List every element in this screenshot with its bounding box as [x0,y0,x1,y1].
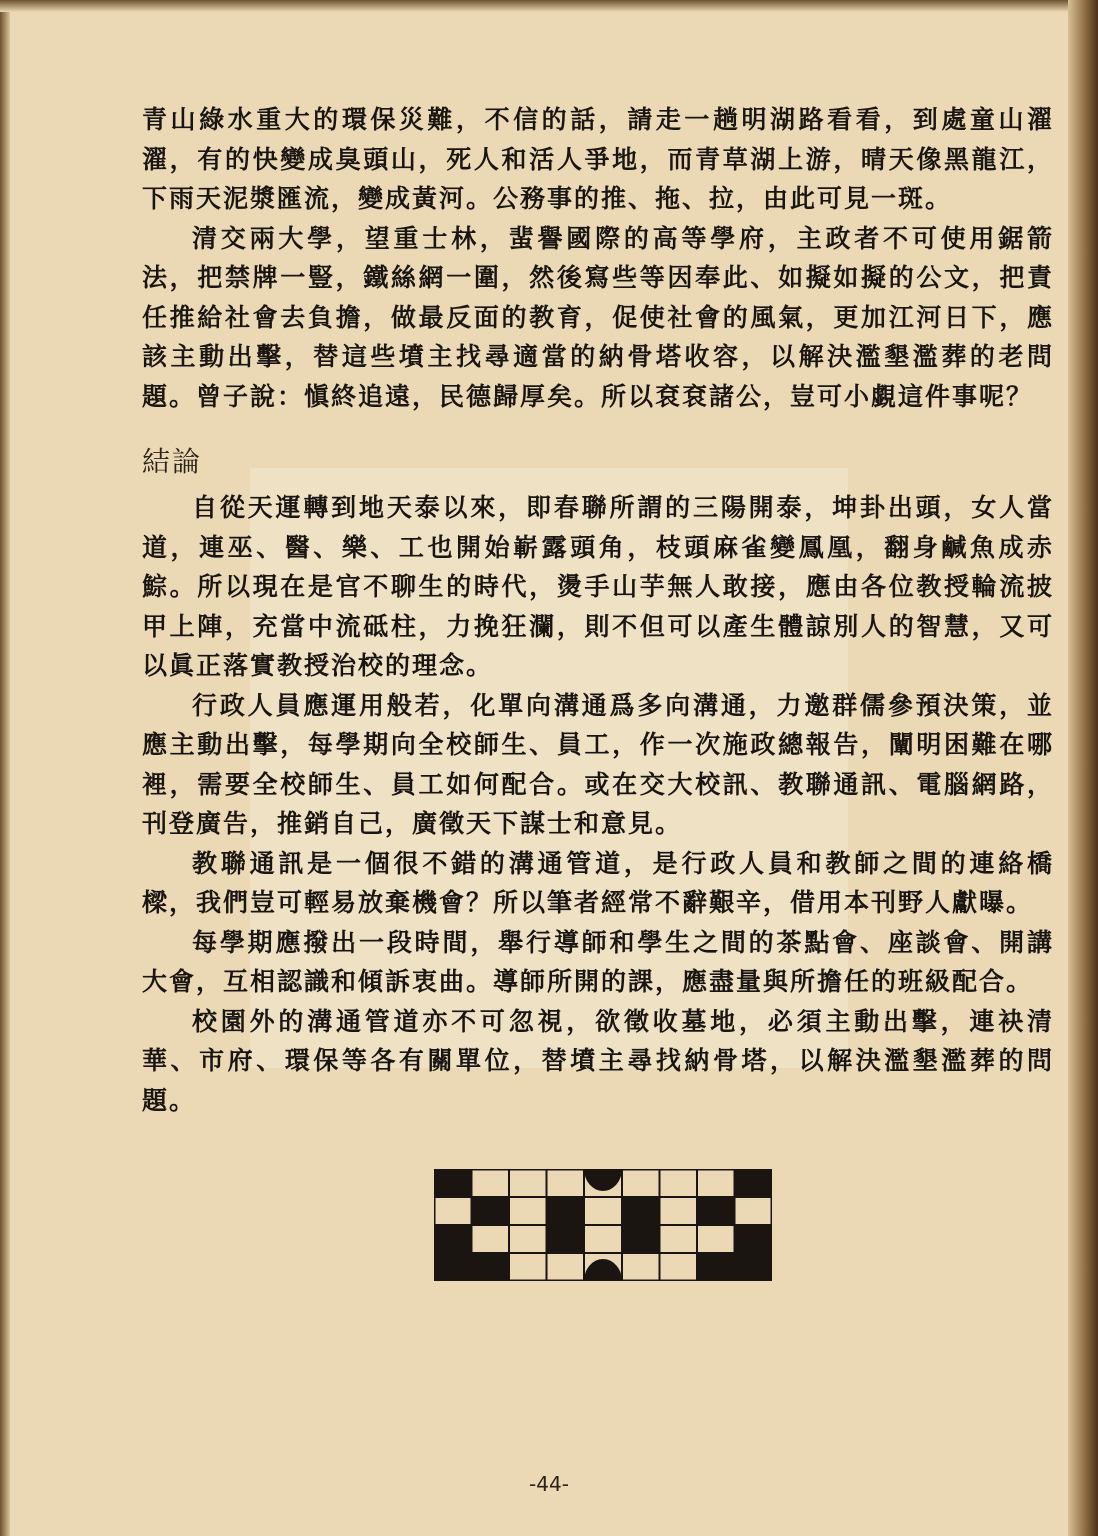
body-section-2 [142,488,1054,1120]
paragraph: 自從天運轉到地天泰以來，即春聯所謂的三陽開泰，坤卦出頭，女人當道，連巫、醫、樂、工也開始嶄露頭角，枝頭麻雀變鳳凰，翻身鹹魚成赤鯮。所以現在是官不聊生的時代，燙手山芋無人敢接，應由各位教授輪流披甲上陣，充當中流砥柱，力挽狂瀾，則不但可以產生體諒別人的智慧，又可以眞正落實教授治校的理念。 [142,493,1054,680]
paragraph: 每學期應撥出一段時間，舉行導師和學生之間的茶點會、座談會、開講大會，互相認識和傾訴衷曲。導師所開的課，應盡量與所擔任的班級配合。 [142,927,1054,996]
section-heading: 結論 [142,445,203,478]
page-edge-right [1068,0,1098,1536]
body-section-1 [142,100,1054,416]
page-edge-top [0,0,1098,12]
paragraph: 教聯通訊是一個很不錯的溝通管道，是行政人員和教師之間的連絡橋樑，我們豈可輕易放棄機會？所以筆者經常不辭艱辛，借用本刊野人獻曝。 [142,848,1054,917]
decorative-grid-ornament [434,1169,772,1281]
paragraph: 青山綠水重大的環保災難，不信的話，請走一趟明湖路看看，到處童山濯濯，有的快變成臭頭山，死人和活人爭地，而青草湖上游，晴天像黑龍江，下雨天泥漿匯流，變成黃河。公務事的推、拖、拉，由此可見一斑。 [142,105,1054,213]
paragraph: 校園外的溝通管道亦不可忽視，欲徵收墓地，必須主動出擊，連袂清華、市府、環保等各有關單位，替墳主尋找納骨塔，以解決濫墾濫葬的問題。 [142,1006,1054,1115]
page-edge-left [0,0,10,1536]
paragraph: 行政人員應運用般若，化單向溝通爲多向溝通，力邀群儒參預決策，並應主動出擊，每學期向全校師生、員工，作一次施政總報告，闡明困難在哪裡，需要全校師生、員工如何配合。或在交大校訊、教聯通訊、電腦網路，刊登廣告，推銷自己，廣徵天下謀士和意見。 [142,690,1054,838]
page-number: -44- [529,1472,569,1496]
paragraph: 清交兩大學，望重士林，蜚譽國際的高等學府，主政者不可使用鋸箭法，把禁牌一豎，鐵絲網一圍，然後寫些等因奉此、如擬如擬的公文，把責任推給社會去負擔，做最反面的教育，促使社會的風氣，更加江河日下，應該主動出擊，替這些墳主找尋適當的納骨塔收容，以解決濫墾濫葬的老問題。曾子說：愼終追遠，民德歸厚矣。所以袞袞諸公，豈可小覷這件事呢？ [142,223,1054,411]
